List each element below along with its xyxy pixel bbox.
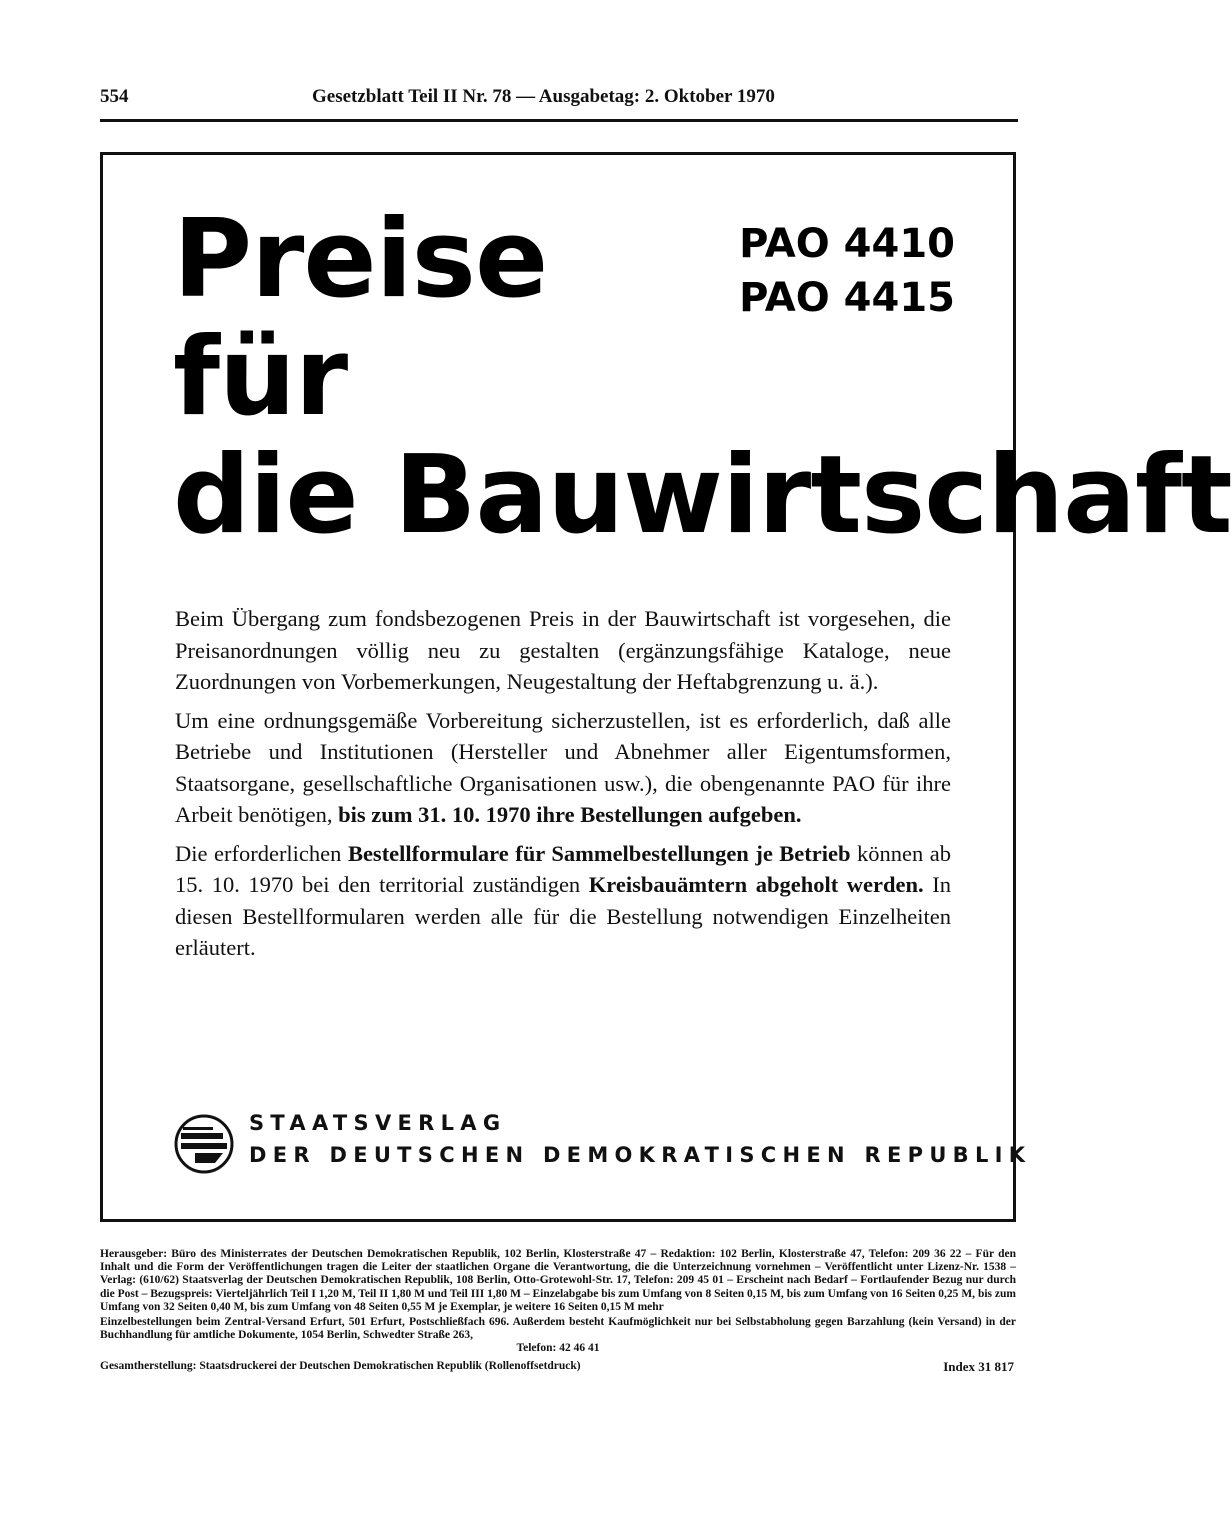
paragraph-2-text: Um eine ordnungsgemäße Vorbereitung sicherzustellen, ist es erforderlich, daß alle Betriebe und Institutionen (Hersteller und Abnehmer aller Eigentumsformen, Staatsorgane, gesellschaftliche Organisationen usw.), die obengenannte PAO für ihre Arbeit benötigen, bbox=[175, 707, 951, 827]
order-form-text: Bestellformulare für Sammelbestellungen je Betrieb bbox=[347, 840, 851, 866]
page-header bbox=[100, 86, 1020, 120]
imprint-publisher-info: Herausgeber: Büro des Ministerrates der Deutschen Demokratischen Republik, 102 Berlin, Klosterstraße 47 – Redaktion: 102 Berlin, Klosterstraße 47, Telefon: 209 36 22 – Für den Inhalt und die Form der Veröffentlichungen tragen die Leiter der staatlichen Organe die Verantwortung, die die Unterzeichnung vornehmen – Veröffentlicht unter Lizenz-Nr. 1538 – Verlag: (610/62) Staatsverlag der Deutschen Demokratischen Republik, 108 Berlin, Otto-Grotewohl-Str. 17, Telefon: 209 45 01 – Erscheint nach Bedarf – Fortlaufender Bezug nur durch die Post – Bezugspreis: Vierteljährlich Teil I 1,20 M, Teil II 1,80 M und Teil III 1,80 M – Einzelabgabe bis zum Umfang von 8 Seiten 0,15 M, bis zum Umfang von 16 Seiten 0,25 M, bis zum Umfang von 32 Seiten 0,40 M, bis zum Umfang von 48 Seiten 0,55 M je Exemplar, je weitere 16 Seiten 0,15 M mehr bbox=[100, 1248, 1016, 1313]
kreisbauamt-text: Kreisbauämtern abgeholt werden. bbox=[588, 872, 924, 897]
publisher-block bbox=[173, 1107, 1032, 1177]
headline-line-2: für bbox=[173, 315, 348, 440]
advertisement-box bbox=[100, 152, 1232, 1222]
headline-line-3: die Bauwirtschaft bbox=[173, 433, 1232, 558]
headline-line-1: Preise bbox=[173, 197, 548, 322]
ad-headline bbox=[173, 197, 1232, 558]
pao-code-2: PAO 4415 bbox=[739, 275, 955, 321]
pao-code-1: PAO 4410 bbox=[739, 221, 955, 267]
publisher-name bbox=[249, 1107, 1031, 1171]
imprint-ordering-info: Einzelbestellungen beim Zentral-Versand Erfurt, 501 Erfurt, Postschließfach 696. Außerdem besteht Kaufmöglichkeit nur bei Selbstabholung gegen Barzahlung (kein Versand) in der Buchhandlung für amtliche Dokumente, 1054 Berlin, Schwedter Straße 263, bbox=[100, 1316, 1016, 1342]
imprint-telephone: Telefon: 42 46 41 bbox=[516, 1342, 600, 1355]
publisher-line-2: DER DEUTSCHEN DEMOKRATISCHEN REPUBLIK bbox=[249, 1143, 1032, 1167]
header-rule bbox=[100, 119, 1018, 122]
paragraph-2 bbox=[175, 705, 951, 831]
paragraph-3 bbox=[175, 838, 951, 964]
imprint bbox=[100, 1248, 1016, 1376]
index-number: Index 31 817 bbox=[943, 1358, 1014, 1374]
page-number: 554 bbox=[100, 86, 129, 107]
imprint-bottom-line bbox=[100, 1360, 1016, 1376]
staatsverlag-logo-icon bbox=[173, 1113, 235, 1175]
paragraph-3-text-c: können ab 15. 10. 1970 bei den territorial zuständigen bbox=[175, 840, 952, 897]
imprint-printer: Gesamtherstellung: Staatsdruckerei der Deutschen Demokratischen Republik (Rollenoffsetdruck) bbox=[100, 1359, 581, 1372]
publisher-line-1: STAATSVERLAG bbox=[249, 1111, 507, 1135]
deadline-text: bis zum 31. 10. 1970 ihre Bestellungen aufgeben. bbox=[338, 802, 802, 827]
paragraph-1: Beim Übergang zum fondsbezogenen Preis in der Bauwirtschaft ist vorgesehen, die Preisanordnungen völlig neu zu gestalten (ergänzungsfähige Kataloge, neue Zuordnungen von Vorbemerkungen, Neugestaltung der Heftabgrenzung u. ä.). bbox=[175, 606, 951, 694]
pao-codes bbox=[739, 217, 955, 325]
header-title: Gesetzblatt Teil II Nr. 78 — Ausgabetag: 2. Oktober 1970 bbox=[312, 86, 775, 107]
ad-body bbox=[175, 603, 951, 971]
paragraph-3-text-a: Die erforderlichen bbox=[175, 840, 342, 866]
paragraph-3-text-e: In diesen Bestellformularen werden alle für die Bestellung notwendigen Einzelheiten erläutert. bbox=[175, 872, 951, 960]
